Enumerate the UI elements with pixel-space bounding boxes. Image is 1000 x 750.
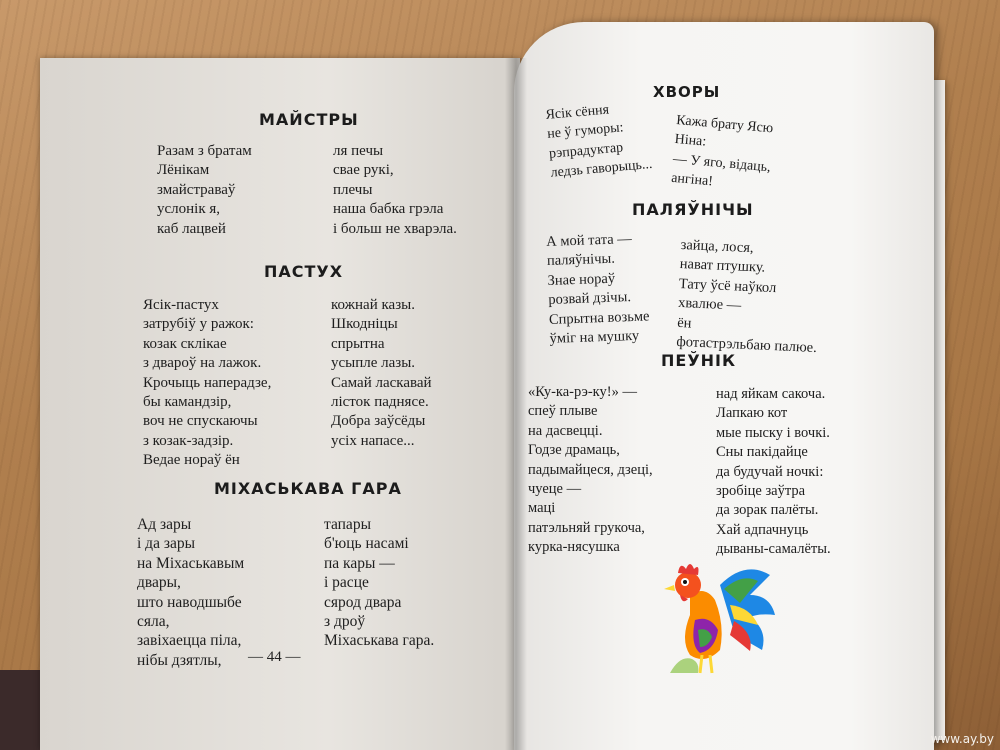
poem-line: Ведае нораў ён [143, 452, 240, 469]
poem-pastukh-col1 [143, 297, 271, 472]
poem-line: над яйкам сакоча. [716, 386, 826, 402]
poem-line: што наводшыбе [137, 593, 242, 611]
poem-peunik-col2 [716, 386, 831, 561]
poem-line: Лапкаю кот [716, 405, 788, 422]
poem-line: Спрытна возьме [548, 308, 650, 328]
poem-line: і больш не хварэла. [333, 220, 457, 237]
poem-line: рэпрадуктар [548, 140, 624, 162]
poem-line: ледзь гаворыць... [550, 157, 653, 181]
poem-line: спеў плыве [528, 403, 598, 420]
poem-line: Ніна: [674, 132, 707, 151]
poem-line: да зорак палёты. [716, 502, 819, 519]
poem-line: ён [676, 314, 692, 332]
poem-line: паляўнічы. [546, 251, 616, 270]
poem-line: усыпле лазы. [331, 355, 416, 372]
poem-line: «Ку-ка-рэ-ку!» — [528, 384, 637, 400]
poem-line: усіх напасе... [331, 432, 415, 449]
poem-khvory-col1 [545, 99, 653, 185]
poem-line: ўміг на мушку [549, 327, 640, 347]
poem-line: Крочыць наперадзе, [143, 374, 272, 391]
poem-title-peunik: ПЕЎНІК [661, 351, 737, 370]
poem-line: нават птушку. [679, 256, 766, 277]
poem-line: курка-нясушка [528, 539, 620, 556]
poem-line: воч не спускаючы [143, 413, 258, 430]
poem-peunik-col1 [528, 384, 653, 559]
poem-title-mikhaskava-gara: МІХАСЬКАВА ГАРА [214, 479, 402, 498]
poem-mikhaskava-col2 [324, 516, 434, 652]
poem-line: сяла, [137, 612, 170, 630]
poem-line: ангіна! [670, 170, 714, 190]
poem-line: двары, [137, 574, 181, 592]
page-number: — 44 — [248, 649, 301, 665]
book-gutter [505, 58, 527, 750]
poem-palyaunichy-col1 [546, 230, 651, 350]
poem-line: зробіце заўтра [716, 482, 806, 499]
poem-line: розвай дзічы. [548, 289, 632, 309]
poem-line: Міхаськава гара. [324, 632, 435, 650]
poem-line: зайца, лося, [680, 237, 754, 257]
poem-line: Шкодніцы [331, 316, 398, 333]
poem-line: плечы [333, 181, 373, 198]
poem-line: маці [528, 500, 556, 517]
poem-line: Кажа брату Ясю [675, 113, 774, 137]
poem-line: Хай адпачнуць [716, 521, 809, 538]
poem-line: — У яго, відаць, [672, 151, 772, 176]
poem-line: нібы дзятлы, [137, 651, 222, 669]
poem-line: наша бабка грэла [333, 201, 444, 218]
poem-line: Сны пакідайце [716, 444, 808, 461]
poem-line: па кары — [324, 554, 395, 572]
poem-line: кожнай казы. [331, 297, 415, 313]
poem-line: хвалюе — [677, 295, 742, 314]
poem-line: да будучай ночкі: [716, 463, 824, 480]
poem-title-maistry: МАЙСТРЫ [259, 110, 359, 129]
poem-line: б'юць насамі [324, 535, 409, 553]
poem-line: падымайцеся, дзеці, [528, 461, 653, 478]
poem-line: Разам з братам [157, 143, 252, 159]
poem-line: з козак-задзір. [143, 432, 234, 449]
poem-line: завіхаецца піла, [137, 632, 242, 650]
poem-maistry-col2 [333, 143, 457, 240]
poem-line: каб лацвей [157, 220, 226, 237]
poem-line: Ад зары [137, 516, 192, 533]
poem-line: Тату ўсё наўкол [678, 275, 777, 296]
poem-title-pastukh: ПАСТУХ [264, 262, 344, 281]
poem-title-khvory: ХВОРЫ [653, 83, 721, 101]
poem-line: дываны-самалёты. [716, 541, 831, 558]
poem-line: і да зары [137, 535, 195, 553]
poem-line: з двароў на лажок. [143, 355, 262, 372]
poem-line: не ў гуморы: [546, 120, 625, 143]
poem-maistry-col1 [157, 143, 252, 240]
poem-line: Ясік сёння [545, 102, 610, 123]
poem-line: А мой тата — [546, 231, 633, 250]
poem-line: Знае нораў [547, 270, 616, 289]
poem-line: чуеце — [528, 480, 582, 497]
poem-line: з дроў [324, 612, 366, 630]
poem-line: Лёнікам [157, 162, 210, 179]
poem-pastukh-col2 [331, 297, 432, 452]
poem-khvory-col2 [670, 113, 774, 199]
rooster-illustration [650, 555, 780, 680]
poem-line: змайстраваў [157, 181, 236, 198]
poem-palyaunichy-col2 [676, 237, 821, 359]
poem-line: бы камандзір, [143, 393, 232, 410]
poem-line: козак склікае [143, 335, 227, 352]
poem-line: Самай ласкавай [331, 374, 432, 391]
poem-line: і расце [324, 574, 369, 592]
poem-title-palyaunichy: ПАЛЯЎНІЧЫ [632, 200, 754, 219]
dark-cloth [0, 670, 40, 750]
poem-line: свае рукі, [333, 162, 394, 179]
poem-line: мые пыску і вочкі. [716, 424, 830, 441]
poem-line: на Міхаськавым [137, 554, 245, 572]
poem-line: тапары [324, 516, 371, 533]
poem-line: затрубіў у ражок: [143, 316, 254, 333]
poem-line: Годзе драмаць, [528, 442, 620, 459]
poem-mikhaskava-col1 [137, 516, 244, 671]
poem-line: ля печы [333, 143, 384, 159]
poem-line: на дасвецці. [528, 422, 603, 439]
poem-line: спрытна [331, 335, 385, 352]
poem-line: лісток паднясе. [331, 393, 429, 410]
poem-line: фотастрэльбаю палюе. [676, 333, 818, 356]
watermark: www.ay.by [930, 732, 994, 746]
poem-line: патэльняй грукоча, [528, 519, 645, 536]
poem-line: услонік я, [157, 201, 221, 218]
poem-line: сярод двара [324, 593, 402, 611]
poem-line: Ясік-пастух [143, 297, 219, 313]
poem-line: Добра заўсёды [331, 413, 426, 430]
